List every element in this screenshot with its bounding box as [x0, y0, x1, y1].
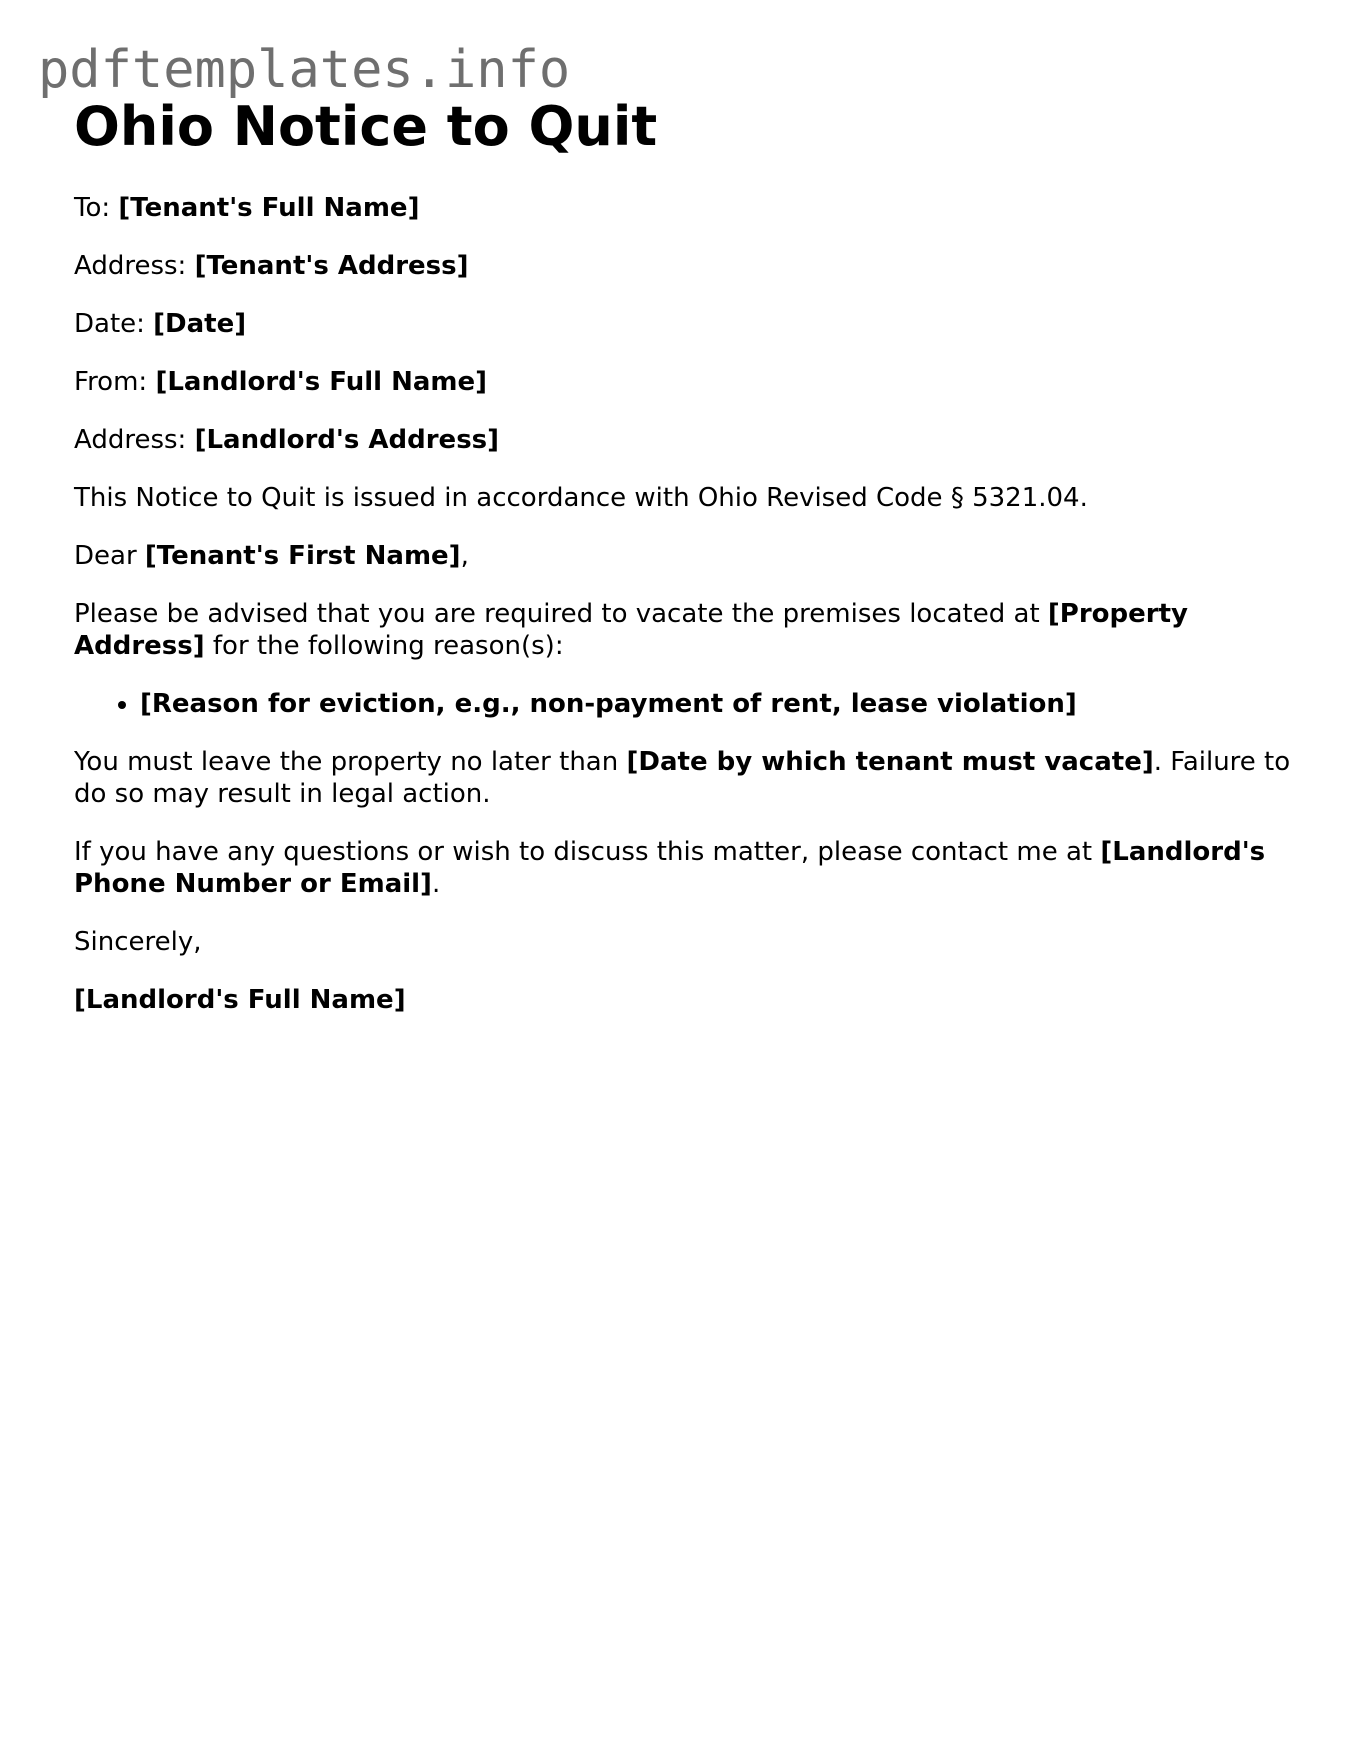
tenant-address-line: [74, 250, 1294, 282]
statute-paragraph: This Notice to Quit is issued in accordance with Ohio Revised Code § 5321.04.: [74, 483, 1088, 513]
vacate-date-placeholder: [Date by which tenant must vacate]: [626, 747, 1154, 777]
signature-name: [74, 984, 1294, 1016]
landlord-contact-placeholder: [Landlord's Phone Number or Email]: [74, 837, 1266, 899]
vacate-text-before: Please be advised that you are required to vacate the premises located at: [74, 599, 1040, 629]
contact-paragraph: [74, 836, 1294, 900]
to-label: To:: [74, 193, 111, 223]
from-line: [74, 366, 1294, 398]
closing: Sincerely,: [74, 927, 202, 957]
contact-text-after: .: [431, 869, 441, 899]
to-line: [74, 192, 1294, 224]
document-title: Ohio Notice to Quit: [74, 95, 658, 158]
document-body: [74, 192, 1294, 1016]
landlord-full-name-placeholder: [Landlord's Full Name]: [155, 367, 488, 397]
landlord-address-placeholder: [Landlord's Address]: [194, 425, 500, 455]
tenant-first-name-placeholder: [Tenant's First Name]: [144, 541, 461, 571]
landlord-address-label: Address:: [74, 425, 187, 455]
date-placeholder: [Date]: [153, 309, 247, 339]
notice-document: [74, 94, 1294, 1042]
reason-item: [140, 688, 1294, 720]
reason-placeholder: [Reason for eviction, e.g., non-payment of rent, lease violation]: [140, 689, 1077, 719]
reasons-list: [74, 688, 1294, 720]
deadline-text-before: You must leave the property no later than: [74, 747, 619, 777]
tenant-address-placeholder: [Tenant's Address]: [194, 251, 469, 281]
vacate-text-after: for the following reason(s):: [212, 631, 564, 661]
tenant-address-label: Address:: [74, 251, 187, 281]
property-address-placeholder: [Property Address]: [74, 599, 1188, 661]
vacate-paragraph: [74, 598, 1294, 662]
salutation-prefix: Dear: [74, 541, 137, 571]
watermark-text: pdftemplates.info: [38, 40, 571, 100]
salutation: [74, 540, 1294, 572]
signature-name-placeholder: [Landlord's Full Name]: [74, 985, 406, 1015]
deadline-text-after: . Failure to do so may result in legal action.: [74, 747, 1291, 809]
salutation-comma: ,: [460, 541, 469, 571]
deadline-paragraph: [74, 746, 1294, 810]
contact-text-before: If you have any questions or wish to discuss this matter, please contact me at: [74, 837, 1093, 867]
landlord-address-line: [74, 424, 1294, 456]
from-label: From:: [74, 367, 148, 397]
date-label: Date:: [74, 309, 145, 339]
tenant-full-name-placeholder: [Tenant's Full Name]: [118, 193, 420, 223]
date-line: [74, 308, 1294, 340]
